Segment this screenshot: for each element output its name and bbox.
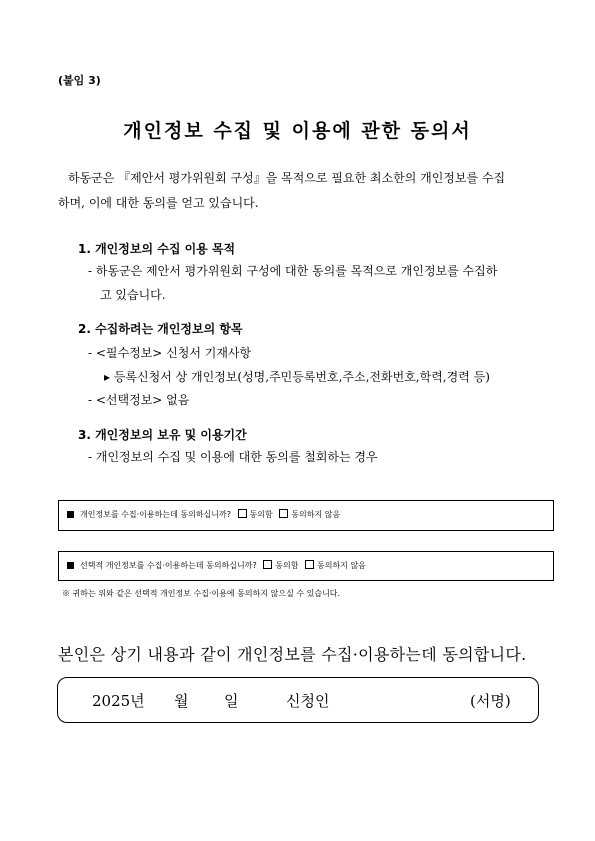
signature-box — [57, 677, 539, 723]
section-2-line-2: ▸ 등록신청서 상 개인정보(성명,주민등록번호,주소,전화번호,학력,경력 등) — [104, 370, 490, 384]
signature-month: 월 — [174, 692, 189, 710]
section-3-line-1: - 개인정보의 수집 및 이용에 대한 동의를 철회하는 경우 — [88, 450, 378, 464]
consent-optional-question: 선택적 개인정보를 수집·이용하는데 동의하십니까? — [80, 561, 257, 570]
signature-year: 2025년 — [92, 692, 145, 710]
intro-line-2: 하며, 이에 대한 동의를 얻고 있습니다. — [58, 196, 259, 210]
consent-required-question: 개인정보를 수집·이용하는데 동의하십니까? — [80, 510, 231, 519]
intro-paragraph — [58, 166, 540, 216]
consent-required-agree-label: 동의함 — [249, 510, 273, 519]
signature-applicant-label: 신청인 — [286, 692, 330, 710]
consent-required-box — [58, 500, 554, 531]
signature-sign-field[interactable]: (서명) — [470, 692, 511, 710]
intro-line-1: 하동군은 『제안서 평가위원회 구성』을 목적으로 필요한 최소한의 개인정보를 수집 — [68, 171, 506, 185]
consent-optional-agree-checkbox[interactable] — [263, 560, 272, 569]
consent-optional-disagree-checkbox[interactable] — [305, 560, 314, 569]
consent-statement: 본인은 상기 내용과 같이 개인정보를 수집·이용하는데 동의합니다. — [58, 645, 527, 664]
consent-required-disagree-checkbox[interactable] — [279, 509, 288, 518]
square-bullet-icon — [67, 511, 74, 518]
section-1-line-1: - 하동군은 제안서 평가위원회 구성에 대한 동의를 목적으로 개인정보를 수집하 — [88, 264, 498, 278]
document-title: 개인정보 수집 및 이용에 관한 동의서 — [123, 120, 472, 142]
section-2-line-3: - <선택정보> 없음 — [88, 393, 190, 407]
optional-consent-note: ※ 귀하는 위와 같은 선택적 개인정보 수집·이용에 동의하지 않으실 수 있습니다. — [62, 589, 341, 598]
section-1-line-2: 고 있습니다. — [100, 288, 166, 302]
consent-optional-box — [58, 551, 554, 581]
section-3-heading: 3. 개인정보의 보유 및 이용기간 — [78, 428, 247, 442]
section-2-line-1: - <필수정보> 신청서 기재사항 — [88, 346, 252, 360]
consent-optional-disagree-label: 동의하지 않음 — [317, 561, 366, 570]
consent-optional-agree-label: 동의함 — [275, 561, 299, 570]
section-2-heading: 2. 수집하려는 개인정보의 항목 — [78, 322, 243, 336]
section-1-heading: 1. 개인정보의 수집 이용 목적 — [78, 242, 236, 256]
signature-day: 일 — [224, 692, 239, 710]
annex-label: (붙임 3) — [58, 74, 101, 87]
consent-required-agree-checkbox[interactable] — [238, 509, 247, 518]
consent-required-disagree-label: 동의하지 않음 — [291, 510, 341, 519]
square-bullet-icon — [67, 562, 74, 569]
